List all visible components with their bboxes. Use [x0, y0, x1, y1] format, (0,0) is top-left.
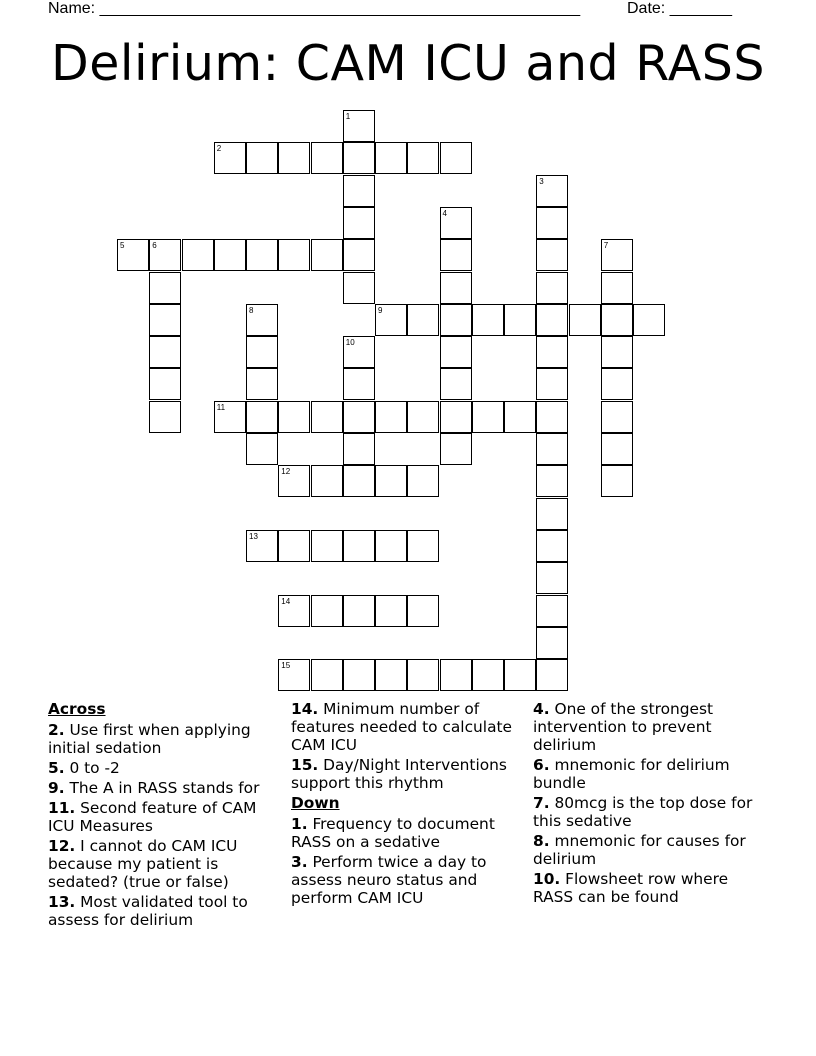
clues-column-1 [48, 700, 280, 931]
clue-item-number: 9. [48, 779, 65, 797]
grid-cell[interactable] [536, 530, 568, 562]
clue-number: 2 [216, 144, 222, 154]
grid-cell[interactable] [343, 465, 375, 497]
clue-item-number: 5. [48, 759, 65, 777]
grid-cell[interactable] [633, 304, 665, 336]
grid-cell[interactable] [246, 401, 278, 433]
grid-cell[interactable] [214, 239, 246, 271]
grid-cell[interactable] [375, 465, 407, 497]
clue-item-text: 80mcg is the top dose for this sedative [533, 794, 753, 830]
clue-item-text: Minimum number of features needed to calculate CAM ICU [291, 700, 513, 754]
grid-cell[interactable] [311, 530, 343, 562]
grid-cell[interactable] [440, 142, 472, 174]
clue-item-number: 4. [533, 700, 550, 718]
clue-item [48, 893, 280, 929]
grid-cell[interactable] [601, 336, 633, 368]
grid-cell[interactable] [246, 142, 278, 174]
grid-cell[interactable] [311, 401, 343, 433]
grid-cell[interactable] [149, 272, 181, 304]
grid-cell[interactable] [278, 142, 310, 174]
clue-item-number: 1. [291, 815, 308, 833]
clue-item [48, 779, 280, 797]
clue-item-text: I cannot do CAM ICU because my patient is sedated? (true or false) [48, 837, 238, 891]
grid-cell[interactable] [536, 627, 568, 659]
grid-cell[interactable] [375, 304, 407, 336]
grid-cell[interactable] [278, 401, 310, 433]
clue-number: 14 [281, 596, 291, 606]
grid-cell[interactable] [440, 272, 472, 304]
clue-item-text: Most validated tool to assess for delirium [48, 893, 248, 929]
grid-cell[interactable] [343, 175, 375, 207]
clue-item-number: 15. [291, 756, 319, 774]
grid-cell[interactable] [536, 465, 568, 497]
grid-cell[interactable] [407, 530, 439, 562]
clue-item-text: Use first when applying initial sedation [48, 721, 251, 757]
clue-item-text: The A in RASS stands for [64, 779, 260, 797]
clue-number: 8 [249, 305, 254, 315]
grid-cell[interactable] [343, 595, 375, 627]
grid-cell[interactable] [149, 304, 181, 336]
grid-cell[interactable] [182, 239, 214, 271]
grid-cell[interactable] [536, 433, 568, 465]
across-heading: Across [48, 700, 106, 718]
grid-cell[interactable] [472, 659, 504, 691]
grid-cell[interactable] [504, 659, 536, 691]
grid-cell[interactable] [601, 401, 633, 433]
clue-number: 9 [378, 305, 383, 315]
grid-cell[interactable] [149, 368, 181, 400]
grid-cell[interactable] [278, 530, 310, 562]
clue-item [291, 756, 523, 792]
grid-cell[interactable] [214, 401, 246, 433]
grid-cell[interactable] [246, 530, 278, 562]
grid-cell[interactable] [343, 659, 375, 691]
grid-cell[interactable] [536, 272, 568, 304]
clue-item [533, 832, 765, 868]
clue-item [48, 799, 280, 835]
grid-cell[interactable] [440, 207, 472, 239]
grid-cell[interactable] [536, 659, 568, 691]
grid-cell[interactable] [601, 433, 633, 465]
clue-number: 11 [216, 402, 226, 412]
grid-cell[interactable] [536, 336, 568, 368]
clue-item-number: 6. [533, 756, 550, 774]
clue-item-text: Perform twice a day to assess neuro status and perform CAM ICU [291, 853, 487, 907]
grid-cell[interactable] [536, 401, 568, 433]
down-heading: Down [291, 794, 340, 812]
grid-cell[interactable] [375, 595, 407, 627]
grid-cell[interactable] [311, 595, 343, 627]
grid-cell[interactable] [214, 142, 246, 174]
grid-cell[interactable] [246, 368, 278, 400]
grid-cell[interactable] [343, 239, 375, 271]
grid-cell[interactable] [375, 401, 407, 433]
grid-cell[interactable] [536, 175, 568, 207]
clue-number: 10 [345, 338, 355, 348]
grid-cell[interactable] [311, 142, 343, 174]
grid-cell[interactable] [472, 304, 504, 336]
clue-item-number: 10. [533, 870, 561, 888]
grid-cell[interactable] [375, 530, 407, 562]
grid-cell[interactable] [278, 595, 310, 627]
grid-cell[interactable] [246, 304, 278, 336]
clue-number: 7 [603, 241, 609, 251]
grid-cell[interactable] [343, 368, 375, 400]
grid-cell[interactable] [472, 401, 504, 433]
grid-cell[interactable] [407, 595, 439, 627]
clue-number: 1 [345, 112, 351, 121]
clue-item-number: 14. [291, 700, 319, 718]
clue-item [533, 700, 765, 754]
clue-item [291, 853, 523, 907]
clue-item-text: Frequency to document RASS on a sedative [291, 815, 495, 851]
clue-number: 4 [442, 208, 447, 218]
grid-cell[interactable] [375, 142, 407, 174]
grid-cell[interactable] [536, 368, 568, 400]
clue-number: 6 [152, 241, 157, 251]
grid-cell[interactable] [278, 465, 310, 497]
clue-item [48, 837, 280, 891]
clue-number: 12 [281, 467, 291, 477]
grid-cell[interactable] [343, 401, 375, 433]
grid-cell[interactable] [246, 239, 278, 271]
grid-cell[interactable] [343, 207, 375, 239]
grid-cell[interactable] [343, 336, 375, 368]
grid-cell[interactable] [504, 401, 536, 433]
grid-cell[interactable] [407, 401, 439, 433]
grid-cell[interactable] [278, 239, 310, 271]
clue-item-number: 7. [533, 794, 550, 812]
clue-item [48, 759, 280, 777]
grid-cell[interactable] [601, 239, 633, 271]
grid-cell[interactable] [343, 272, 375, 304]
grid-cell[interactable] [536, 304, 568, 336]
grid-cell[interactable] [149, 336, 181, 368]
grid-cell[interactable] [569, 304, 601, 336]
grid-cell[interactable] [440, 368, 472, 400]
grid-cell[interactable] [440, 433, 472, 465]
grid-cell[interactable] [407, 465, 439, 497]
grid-cell[interactable] [440, 659, 472, 691]
grid-cell[interactable] [536, 595, 568, 627]
clue-item-number: 2. [48, 721, 65, 739]
clue-item [291, 700, 523, 754]
grid-cell[interactable] [504, 304, 536, 336]
grid-cell[interactable] [536, 207, 568, 239]
clue-item-text: Second feature of CAM ICU Measures [48, 799, 257, 835]
clue-number: 15 [281, 661, 291, 671]
clue-number: 5 [120, 241, 125, 251]
clue-item-number: 12. [48, 837, 76, 855]
clues-column-3 [533, 700, 765, 908]
grid-cell[interactable] [246, 433, 278, 465]
clue-item-text: mnemonic for delirium bundle [533, 756, 730, 792]
clue-item [533, 756, 765, 792]
grid-cell[interactable] [343, 142, 375, 174]
grid-cell[interactable] [407, 142, 439, 174]
grid-cell[interactable] [311, 659, 343, 691]
name-field-label: Name: ______________________________________________________ [48, 0, 581, 17]
grid-cell[interactable] [149, 239, 181, 271]
grid-cell[interactable] [311, 239, 343, 271]
clue-item-number: 11. [48, 799, 76, 817]
clue-item-text: One of the strongest intervention to prevent delirium [533, 700, 714, 754]
grid-cell[interactable] [149, 401, 181, 433]
grid-cell[interactable] [407, 304, 439, 336]
grid-cell[interactable] [440, 304, 472, 336]
grid-cell[interactable] [601, 304, 633, 336]
clue-item [533, 870, 765, 906]
grid-cell[interactable] [246, 336, 278, 368]
grid-cell[interactable] [536, 498, 568, 530]
clue-item-number: 3. [291, 853, 308, 871]
grid-cell[interactable] [601, 465, 633, 497]
clue-item [48, 721, 280, 757]
clue-item-text: Flowsheet row where RASS can be found [533, 870, 729, 906]
grid-cell[interactable] [536, 239, 568, 271]
grid-cell[interactable] [601, 368, 633, 400]
grid-cell[interactable] [117, 239, 149, 271]
clue-item-text: 0 to -2 [64, 759, 120, 777]
clue-item-number: 13. [48, 893, 76, 911]
page-title: Delirium: CAM ICU and RASS [51, 35, 765, 92]
grid-cell[interactable] [536, 562, 568, 594]
grid-cell[interactable] [440, 401, 472, 433]
clue-number: 3 [539, 176, 544, 186]
grid-cell[interactable] [407, 659, 439, 691]
date-field-label: Date: _______ [627, 0, 732, 17]
grid-cell[interactable] [343, 110, 375, 142]
clue-item [291, 815, 523, 851]
grid-cell[interactable] [311, 465, 343, 497]
grid-cell[interactable] [601, 272, 633, 304]
clue-item-text: mnemonic for causes for delirium [533, 832, 746, 868]
clue-item-number: 8. [533, 832, 550, 850]
grid-cell[interactable] [278, 659, 310, 691]
clue-item [533, 794, 765, 830]
clues-column-2 [291, 700, 523, 909]
grid-cell[interactable] [343, 530, 375, 562]
grid-cell[interactable] [375, 659, 407, 691]
clue-number: 13 [249, 531, 258, 541]
grid-cell[interactable] [440, 336, 472, 368]
grid-cell[interactable] [343, 433, 375, 465]
grid-cell[interactable] [440, 239, 472, 271]
clue-item-text: Day/Night Interventions support this rhythm [291, 756, 507, 792]
